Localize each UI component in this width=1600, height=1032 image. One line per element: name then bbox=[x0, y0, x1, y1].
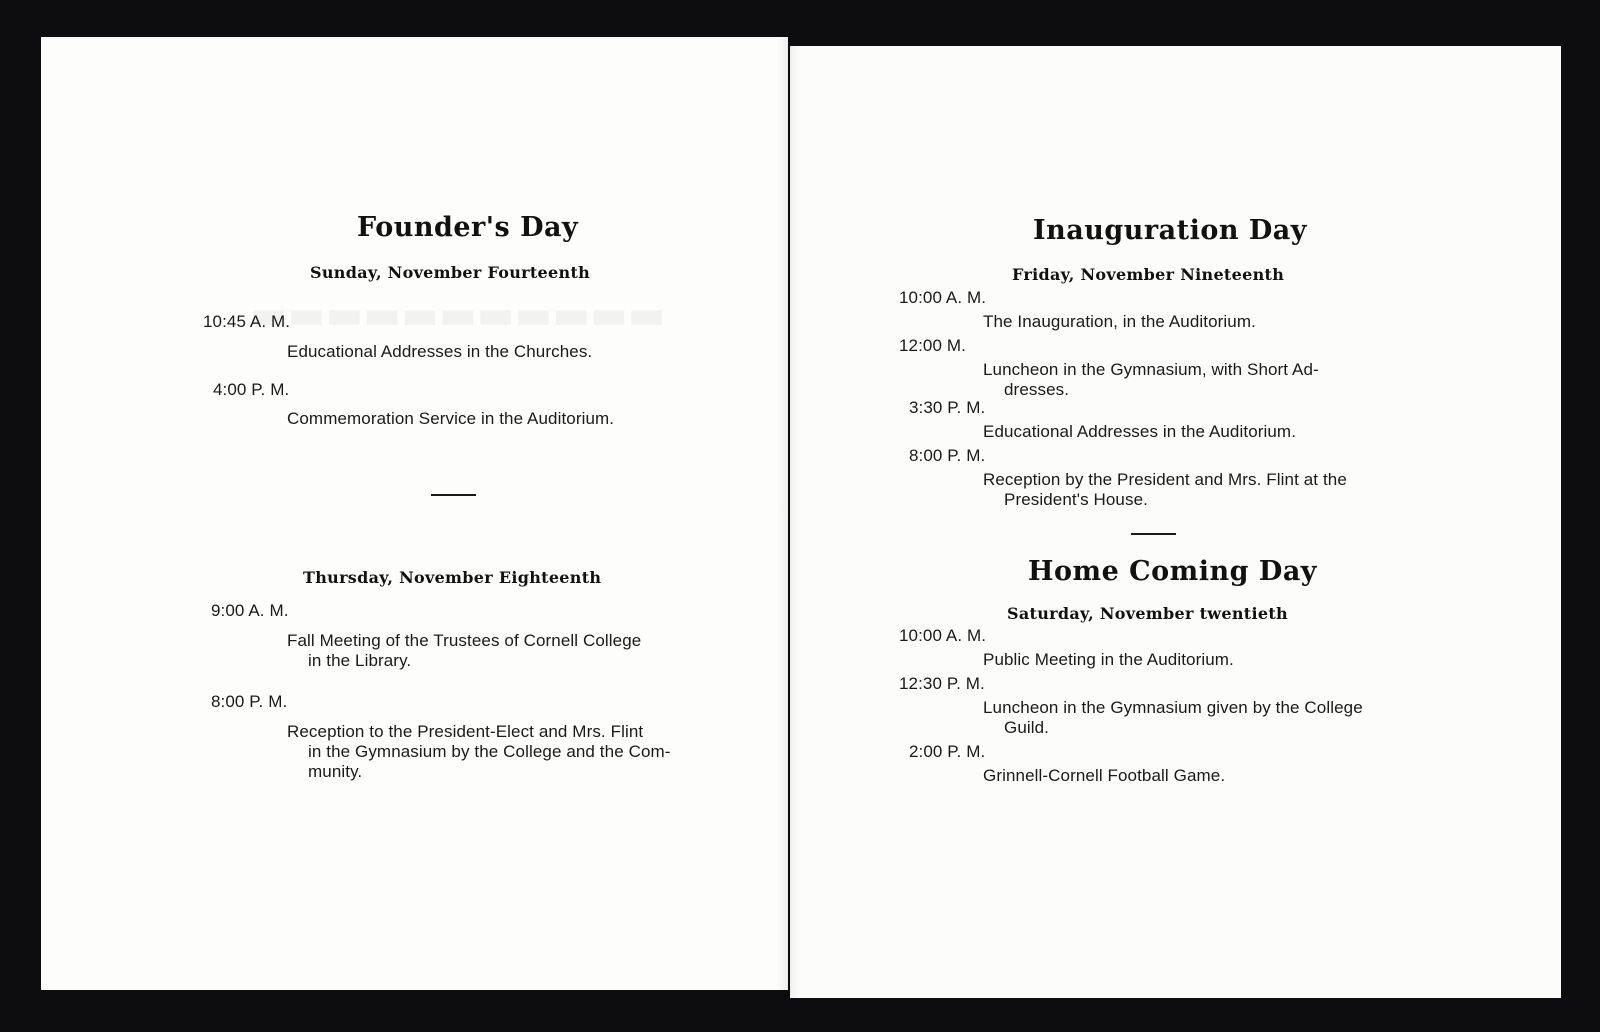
event-description: in the Gymnasium by the College and the Com- bbox=[308, 742, 671, 761]
event-description: Public Meeting in the Auditorium. bbox=[983, 650, 1234, 669]
event-description: Commemoration Service in the Auditorium. bbox=[287, 409, 615, 428]
event-time: 12:00 M. bbox=[899, 336, 966, 355]
inauguration-day-date: Friday, November Nineteenth bbox=[1012, 265, 1285, 284]
event-time: 10:45 A. M. bbox=[203, 312, 291, 331]
event-description: Reception by the President and Mrs. Flint at the bbox=[983, 470, 1347, 489]
founders-day-date: Sunday, November Fourteenth bbox=[310, 263, 591, 282]
event-description: Guild. bbox=[1004, 718, 1050, 737]
section-divider bbox=[431, 494, 476, 496]
event-time: 10:00 A. M. bbox=[899, 288, 987, 307]
event-description: munity. bbox=[308, 762, 363, 781]
left-page bbox=[41, 37, 788, 990]
section-divider bbox=[1131, 533, 1176, 535]
event-description: Educational Addresses in the Auditorium. bbox=[983, 422, 1297, 441]
event-description: Fall Meeting of the Trustees of Cornell College bbox=[287, 631, 642, 650]
event-description: President's House. bbox=[1004, 490, 1148, 509]
event-time: 9:00 A. M. bbox=[211, 601, 289, 620]
event-description: Reception to the President-Elect and Mrs. Flint bbox=[287, 722, 644, 741]
thursday-date: Thursday, November Eighteenth bbox=[303, 568, 602, 587]
event-description: in the Library. bbox=[308, 651, 412, 670]
event-time: 2:00 P. M. bbox=[909, 742, 986, 761]
event-time: 4:00 P. M. bbox=[213, 380, 290, 399]
right-page bbox=[790, 46, 1561, 998]
event-time: 3:30 P. M. bbox=[909, 398, 986, 417]
show-through-decoration bbox=[250, 292, 666, 338]
event-time: 12:30 P. M. bbox=[899, 674, 985, 693]
event-description: The Inauguration, in the Auditorium. bbox=[983, 312, 1256, 331]
founders-day-title: Founder's Day bbox=[357, 212, 579, 243]
event-time: 8:00 P. M. bbox=[909, 446, 986, 465]
event-description: Luncheon in the Gymnasium, with Short Ad- bbox=[983, 360, 1319, 379]
event-description: dresses. bbox=[1004, 380, 1070, 399]
event-description: Grinnell-Cornell Football Game. bbox=[983, 766, 1226, 785]
home-coming-day-date: Saturday, November twentieth bbox=[1007, 604, 1288, 623]
page-fold bbox=[776, 37, 800, 997]
event-description: Luncheon in the Gymnasium given by the College bbox=[983, 698, 1363, 717]
inauguration-day-title: Inauguration Day bbox=[1033, 215, 1307, 246]
event-description: Educational Addresses in the Churches. bbox=[287, 342, 593, 361]
home-coming-day-title: Home Coming Day bbox=[1028, 556, 1317, 587]
event-time: 8:00 P. M. bbox=[211, 692, 288, 711]
event-time: 10:00 A. M. bbox=[899, 626, 987, 645]
